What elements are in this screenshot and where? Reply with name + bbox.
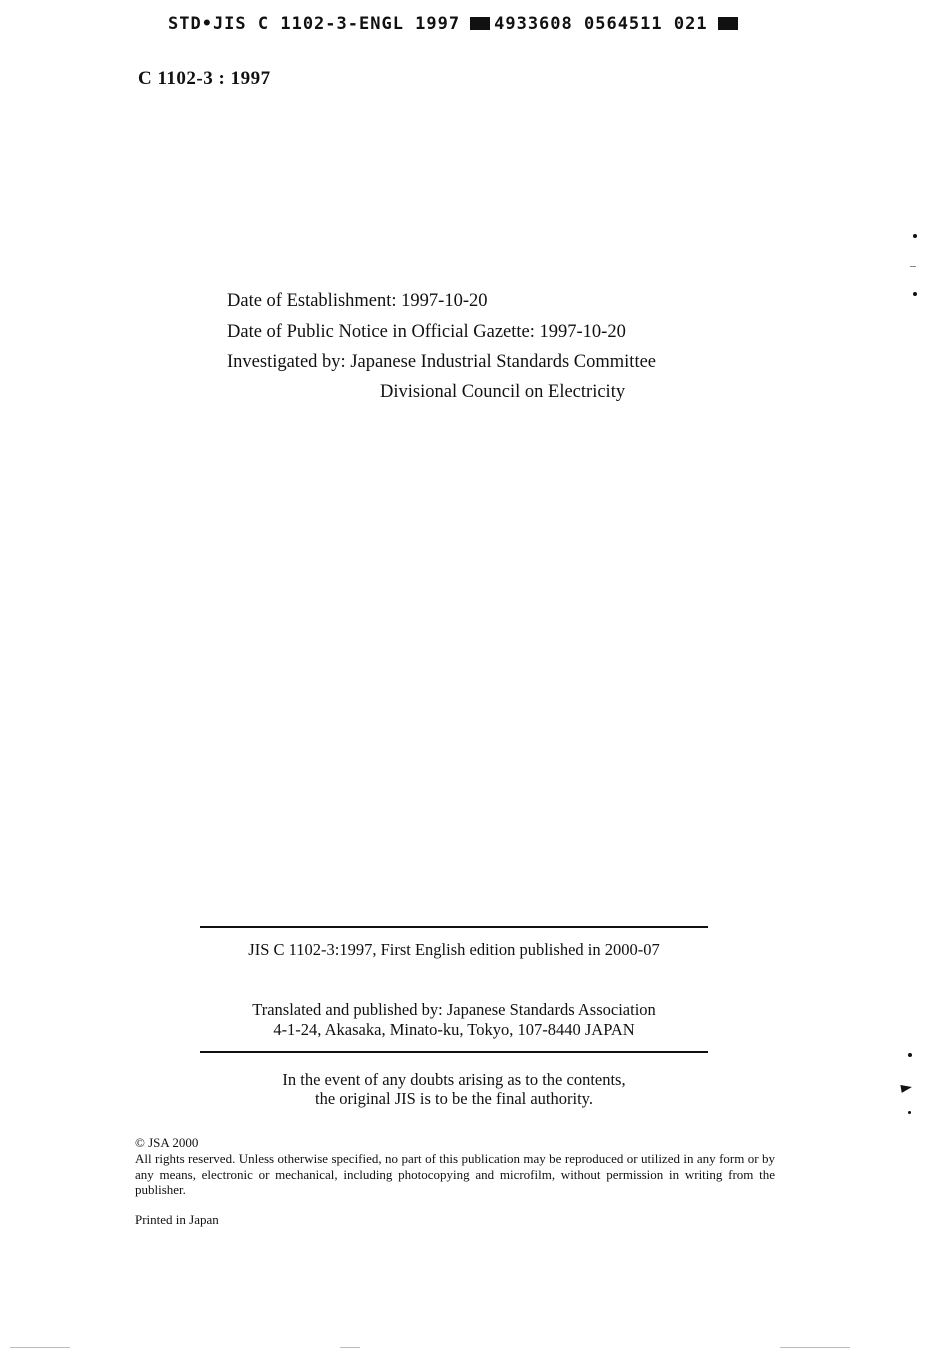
investigated-label: Investigated by: bbox=[227, 352, 346, 372]
scan-speck bbox=[910, 266, 916, 267]
scan-mark-arrow bbox=[900, 1083, 912, 1093]
scan-edge-line bbox=[340, 1347, 360, 1348]
top-divider bbox=[200, 926, 708, 928]
scan-edge-line bbox=[10, 1347, 70, 1348]
authority-note-line-1: In the event of any doubts arising as to the contents, bbox=[282, 1070, 626, 1089]
copyright-notice: © JSA 2000 bbox=[135, 1135, 199, 1150]
scan-speck bbox=[908, 1053, 912, 1057]
bottom-divider bbox=[200, 1051, 708, 1053]
printed-in-note: Printed in Japan bbox=[135, 1212, 219, 1227]
scan-speck bbox=[908, 1111, 911, 1114]
public-notice-date: 1997-10-20 bbox=[539, 322, 626, 342]
public-notice-label: Date of Public Notice in Official Gazette: bbox=[227, 322, 535, 342]
establishment-date: 1997-10-20 bbox=[401, 291, 488, 311]
document-number: C 1102-3 : 1997 bbox=[138, 68, 271, 89]
stamp-identifier: STD•JIS C 1102-3-ENGL 1997 bbox=[168, 14, 461, 34]
investigated-line bbox=[227, 352, 656, 373]
publisher-line: Translated and published by: Japanese Standards Association bbox=[252, 1000, 656, 1019]
header-stamp bbox=[168, 14, 738, 34]
scan-speck bbox=[913, 292, 917, 296]
stamp-code: 4933608 0564511 021 bbox=[494, 14, 708, 34]
rights-statement: All rights reserved. Unless otherwise specified, no part of this publication may be reproduced or utilized in any form or by any means, electronic or mechanical, including photocopying and microfilm, without permission in writing from the publisher. bbox=[135, 1151, 775, 1197]
publisher-address: 4-1-24, Akasaka, Minato-ku, Tokyo, 107-8440 JAPAN bbox=[273, 1020, 635, 1039]
establishment-line bbox=[227, 291, 488, 312]
authority-note-line-2: the original JIS is to be the final authority. bbox=[314, 1089, 593, 1108]
scan-speck bbox=[913, 234, 917, 238]
edition-statement: JIS C 1102-3:1997, First English edition published in 2000-07 bbox=[248, 940, 660, 959]
investigated-committee: Japanese Industrial Standards Committee bbox=[350, 352, 657, 372]
scan-edge-line bbox=[780, 1347, 850, 1348]
public-notice-line bbox=[227, 322, 626, 343]
stamp-block-mark-end bbox=[718, 17, 738, 30]
investigated-council: Divisional Council on Electricity bbox=[380, 382, 626, 402]
stamp-block-mark bbox=[470, 17, 490, 30]
establishment-label: Date of Establishment: bbox=[227, 291, 397, 311]
